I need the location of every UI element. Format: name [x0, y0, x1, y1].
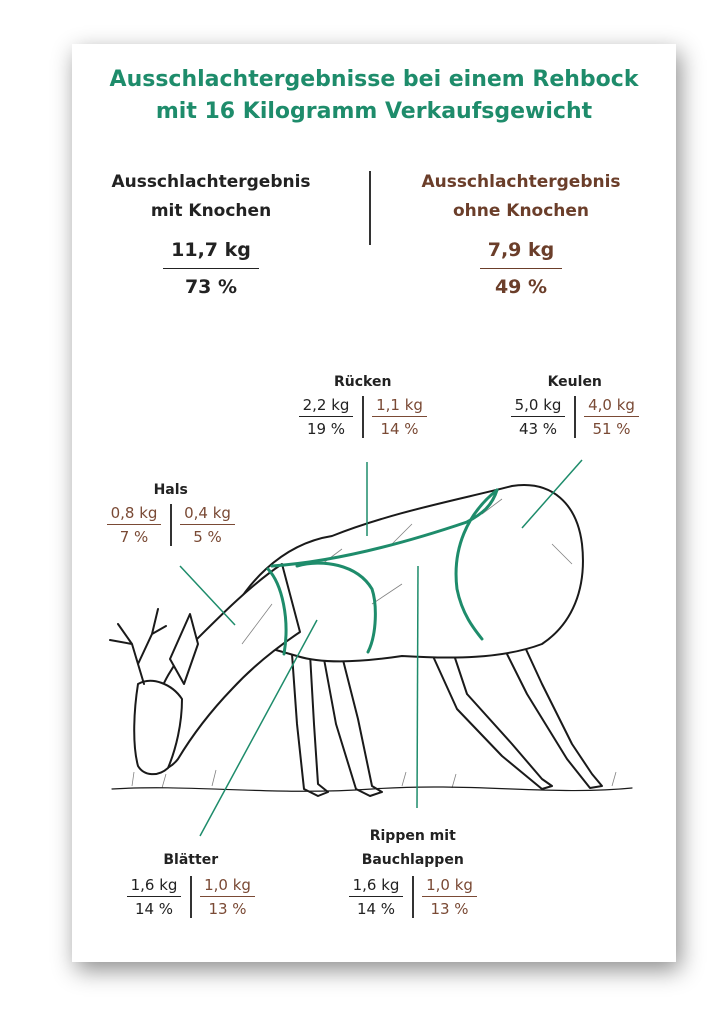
cut-blaetter-without-kg: 1,0 kg — [200, 876, 255, 897]
cut-blaetter-without — [196, 876, 260, 918]
title-line-1: Ausschlachtergebnisse bei einem Rehbock — [109, 67, 639, 92]
cut-hals-separator — [170, 504, 172, 546]
figure-card — [72, 44, 676, 962]
cut-blaetter-values — [122, 876, 260, 918]
cut-hals-with-kg: 0,8 kg — [107, 504, 162, 525]
cut-rippen-with-kg: 1,6 kg — [349, 876, 404, 897]
cut-rippen-with-pct: 14 % — [356, 900, 396, 918]
cut-blaetter-without-pct: 13 % — [208, 900, 247, 918]
cut-rippen-values — [344, 876, 482, 918]
cut-keulen-without-pct: 51 % — [592, 420, 631, 438]
cut-keulen-with — [506, 396, 570, 438]
cut-rippen-name-2: Bauchlappen — [361, 852, 464, 868]
cut-rippen-without — [418, 876, 482, 918]
summary-with-bone-label-1: Ausschlachtergebnis — [111, 172, 311, 192]
cut-keulen-with-kg: 5,0 kg — [511, 396, 566, 417]
cut-ruecken-with-kg: 2,2 kg — [299, 396, 354, 417]
cut-blaetter-separator — [190, 876, 192, 918]
cut-keulen — [506, 374, 644, 438]
summary-without-bone-pct: 49 % — [494, 276, 548, 298]
cut-ruecken-with-pct: 19 % — [306, 420, 346, 438]
cut-hals — [102, 482, 240, 546]
cut-keulen-name: Keulen — [547, 374, 602, 390]
summary-without-bone-label-1: Ausschlachtergebnis — [421, 172, 621, 192]
title-line-2: mit 16 Kilogramm Verkaufsgewicht — [155, 99, 593, 124]
cut-ruecken — [294, 374, 432, 438]
cut-blaetter-with — [122, 876, 186, 918]
cut-rippen-without-kg: 1,0 kg — [422, 876, 477, 897]
cut-rippen — [344, 828, 482, 918]
deer-antler — [110, 609, 166, 684]
summary-with-bone-label-2: mit Knochen — [150, 201, 272, 221]
cut-hals-values — [102, 504, 240, 546]
cut-keulen-separator — [574, 396, 576, 438]
cut-blaetter-name: Blätter — [163, 852, 219, 868]
leader-rippen — [417, 566, 418, 808]
cut-keulen-values — [506, 396, 644, 438]
cut-keulen-without-kg: 4,0 kg — [584, 396, 639, 417]
cut-ruecken-without — [368, 396, 432, 438]
cut-blaetter-with-pct: 14 % — [134, 900, 174, 918]
cut-rippen-name-1: Rippen mit — [369, 828, 456, 844]
summary-without-bone-kg: 7,9 kg — [480, 236, 563, 269]
cut-ruecken-name: Rücken — [334, 374, 392, 390]
summary-with-bone-pct: 73 % — [184, 276, 238, 298]
summary-with-bone-kg: 11,7 kg — [163, 236, 259, 269]
cut-blaetter-with-kg: 1,6 kg — [127, 876, 182, 897]
cut-hals-without-pct: 5 % — [193, 528, 222, 546]
cut-hals-without-kg: 0,4 kg — [180, 504, 235, 525]
cut-rippen-separator — [412, 876, 414, 918]
cut-keulen-with-pct: 43 % — [518, 420, 558, 438]
cut-ruecken-with — [294, 396, 358, 438]
cut-hals-name: Hals — [153, 482, 188, 498]
fore-leg-right — [324, 656, 382, 796]
cut-ruecken-separator — [362, 396, 364, 438]
cut-rippen-with — [344, 876, 408, 918]
summary-without-bone-label-2: ohne Knochen — [452, 201, 590, 221]
cut-keulen-without — [580, 396, 644, 438]
cut-hals-with — [102, 504, 166, 546]
cut-ruecken-without-kg: 1,1 kg — [372, 396, 427, 417]
cut-ruecken-without-pct: 14 % — [380, 420, 419, 438]
cut-blaetter — [122, 852, 260, 918]
cut-ruecken-values — [294, 396, 432, 438]
cut-hals-without — [176, 504, 240, 546]
fore-leg-left — [292, 654, 328, 796]
cut-rippen-without-pct: 13 % — [430, 900, 469, 918]
cut-hals-with-pct: 7 % — [119, 528, 149, 546]
